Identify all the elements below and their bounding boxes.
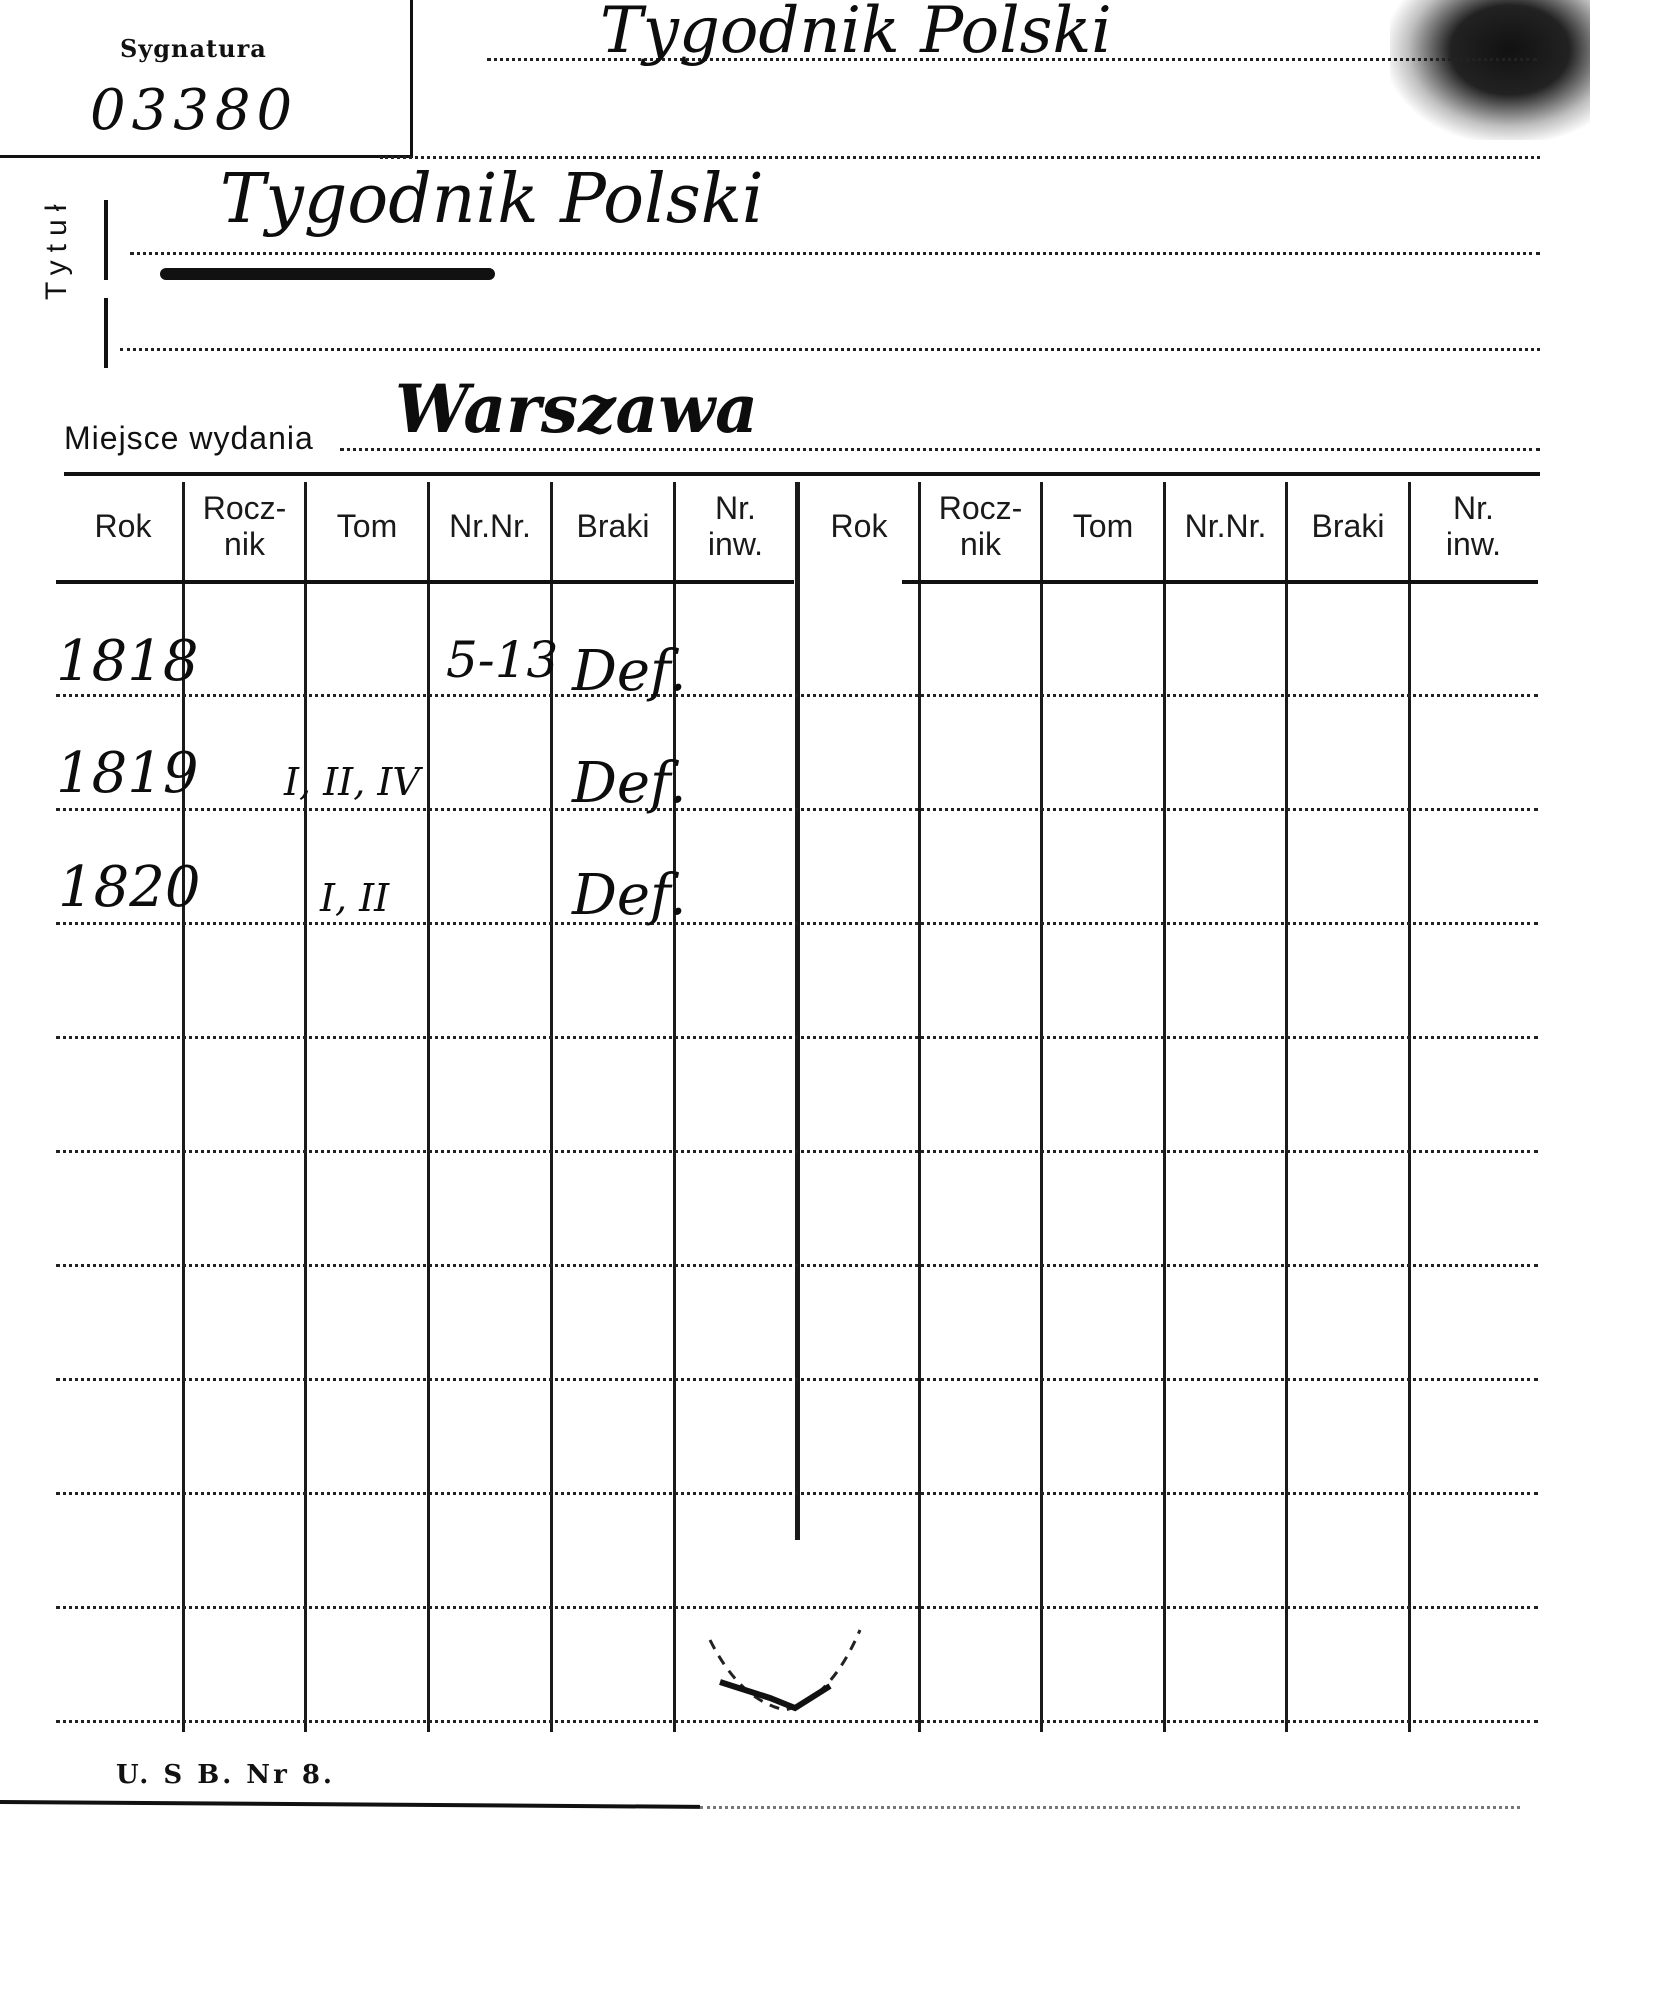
row-line-4 — [56, 1036, 1538, 1039]
title-label — [40, 196, 80, 300]
footer-text: U. S B. Nr 8. — [116, 1760, 335, 1790]
row2-tom: I, II, IV — [284, 760, 420, 804]
row-line-1 — [56, 694, 1538, 697]
header-nrinw-left: Nr. inw. — [707, 490, 764, 562]
header-rule-right — [902, 580, 1538, 584]
title-line-1 — [130, 252, 1540, 255]
header-braki-left: Braki — [576, 508, 650, 544]
row-line-3 — [56, 922, 1538, 925]
row3-braki: Def. — [572, 863, 687, 928]
row2-braki: Def. — [572, 751, 687, 816]
header-rule-left — [56, 580, 794, 584]
header-nrnr-left: Nr.Nr. — [449, 508, 531, 544]
title-underline — [160, 268, 495, 280]
signature-label: Sygnatura — [120, 34, 267, 63]
title-bracket-upper — [104, 200, 108, 280]
row2-rok: 1819 — [56, 741, 199, 806]
row1-nrnr: 5-13 — [446, 631, 559, 689]
signature-value: 03380 — [90, 78, 299, 143]
header-rok-left: Rok — [94, 508, 152, 544]
title-value: Tygodnik Polski — [220, 160, 764, 239]
place-value: Warszawa — [395, 370, 758, 448]
col-line-8 — [1040, 482, 1043, 1732]
header-rocznik-right: Rocz- nik — [938, 490, 1023, 562]
col-line-10 — [1285, 482, 1288, 1732]
header-tom-left: Tom — [336, 508, 398, 544]
row-line-6 — [56, 1264, 1538, 1267]
title-label-text: Tytuł — [40, 196, 73, 300]
row3-tom: I, II — [320, 876, 390, 920]
top-title: Tygodnik Polski — [600, 0, 1112, 68]
ink-stain — [1390, 0, 1590, 140]
row-line-8 — [56, 1492, 1538, 1495]
row1-braki: Def. — [572, 639, 687, 704]
row-line-2 — [56, 808, 1538, 811]
row-line-7 — [56, 1378, 1538, 1381]
header-nrnr-right: Nr.Nr. — [1184, 508, 1267, 544]
header-rok-right: Rok — [830, 508, 888, 544]
place-line — [340, 448, 1540, 451]
top-rule-2 — [380, 156, 1540, 159]
col-line-11 — [1408, 482, 1411, 1732]
table-top-rule — [64, 472, 1540, 476]
row-line-9 — [56, 1606, 1538, 1609]
row1-rok: 1818 — [56, 629, 199, 694]
col-line-7 — [918, 482, 921, 1732]
header-rocznik-left: Rocz- nik — [202, 490, 287, 562]
card-bottom-edge-faint — [700, 1806, 1520, 1809]
col-line-2 — [304, 482, 307, 1732]
row-line-5 — [56, 1150, 1538, 1153]
title-line-2 — [120, 348, 1540, 351]
card-bottom-edge — [0, 1800, 700, 1809]
header-braki-right: Braki — [1311, 508, 1385, 544]
row3-rok: 1820 — [58, 855, 201, 920]
col-line-9 — [1163, 482, 1166, 1732]
col-divider-center — [795, 482, 800, 1540]
header-tom-right: Tom — [1072, 508, 1134, 544]
place-label: Miejsce wydania — [64, 420, 314, 456]
header-nrinw-right: Nr. inw. — [1445, 490, 1502, 562]
col-line-3 — [427, 482, 430, 1732]
title-bracket-lower — [104, 298, 108, 368]
signature-box — [0, 0, 413, 158]
punch-hole-mark — [700, 1620, 870, 1730]
